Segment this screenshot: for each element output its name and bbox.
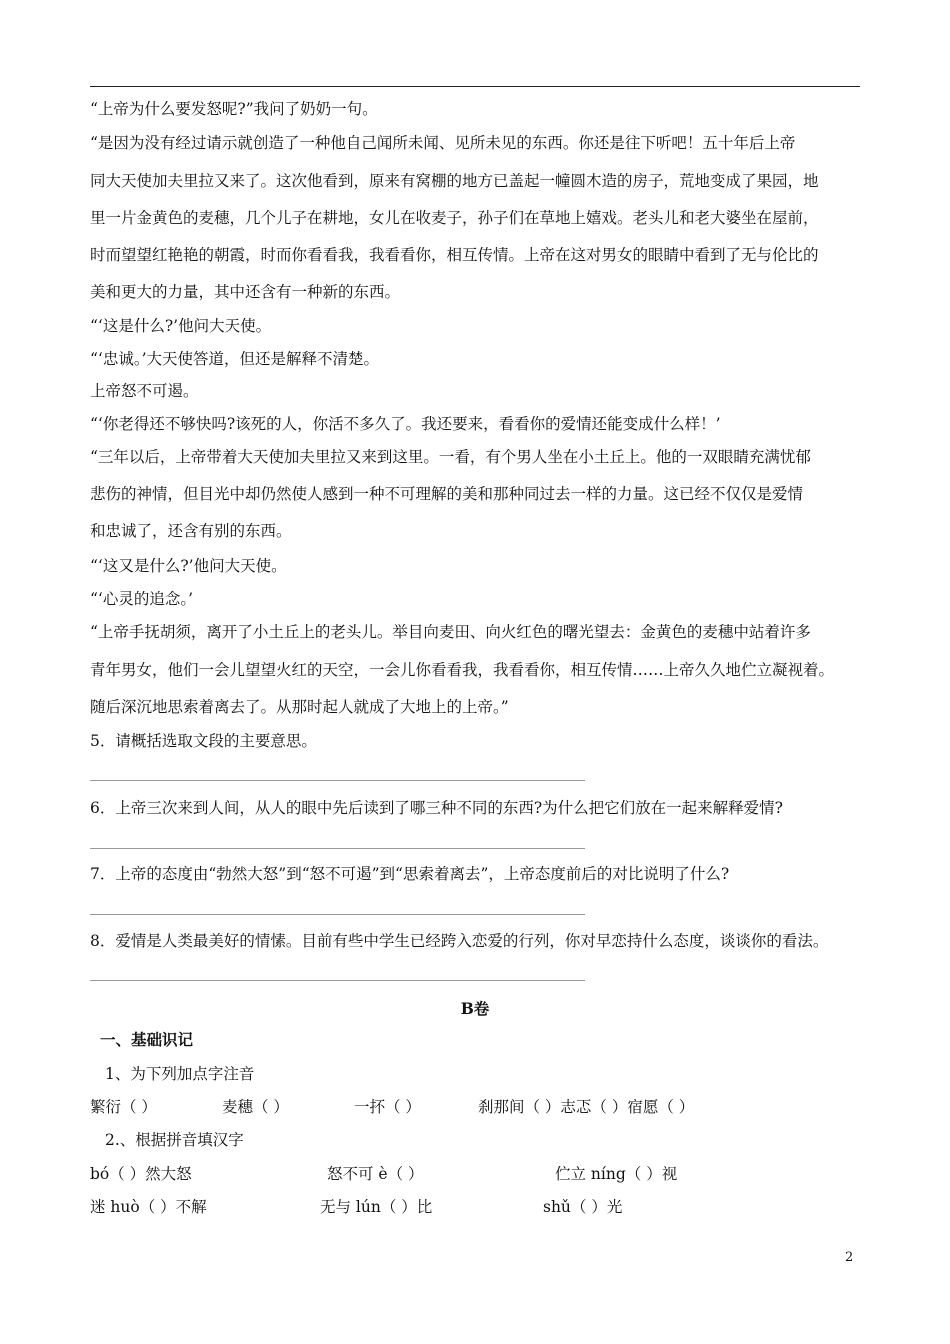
q2-item: 迷 huò（ ）不解 [90, 1198, 207, 1216]
answer-line-6[interactable] [90, 848, 585, 849]
story-line: 同大天使加夫里拉又来了。这次他看到，原来有窝棚的地方已盖起一幢圆木造的房子，荒地变成了果园，地 [90, 172, 819, 190]
story-line: “是因为没有经过请示就创造了一种他自己闻所未闻、见所未见的东西。你还是往下听吧！五十年后上帝 [90, 134, 796, 152]
header-rule [90, 86, 860, 87]
q1-item: 麦穗（ ） [222, 1098, 289, 1116]
story-line: 美和更大的力量，其中还含有一种新的东西。 [90, 283, 401, 301]
q1-prompt: 1、为下列加点字注音 [105, 1065, 255, 1083]
story-line: “‘心灵的追念。’ [90, 590, 194, 608]
story-line: 里一片金黄色的麦穗，几个儿子在耕地，女儿在收麦子，孙子们在草地上嬉戏。老头儿和老大婆坐在屋前， [90, 209, 819, 227]
question-8: 8．爱情是人类最美好的情愫。目前有些中学生已经跨入恋爱的行列，你对早恋持什么态度，谈谈你的看法。 [90, 932, 829, 950]
answer-line-8[interactable] [90, 980, 585, 981]
q2-item: bó（ ）然大怒 [90, 1165, 192, 1183]
story-line: “上帝手抚胡须，离开了小土丘上的老头儿。举目向麦田、向火红色的曙光望去：金黄色的麦穗中站着许多 [90, 623, 811, 641]
question-5: 5．请概括选取文段的主要意思。 [90, 732, 317, 750]
answer-line-5[interactable] [90, 780, 585, 781]
q1-item: 繁衍（ ） [90, 1098, 157, 1116]
q2-item: 无与 lún（ ）比 [320, 1198, 433, 1216]
question-6: 6．上帝三次来到人间，从人的眼中先后读到了哪三种不同的东西?为什么把它们放在一起来解释爱情? [90, 799, 783, 817]
story-line: 和忠诚了，还含有别的东西。 [90, 522, 292, 540]
q2-prompt: 2.、根据拼音填汉字 [105, 1131, 244, 1149]
story-line: 上帝怒不可遏。 [90, 382, 199, 400]
story-line: 青年男女，他们一会儿望望火红的天空，一会儿你看看我，我看看你，相互传情……上帝久久地伫立凝视着。 [90, 661, 835, 679]
page-number: 2 [845, 1250, 854, 1265]
story-line: “‘你老得还不够快吗?该死的人，你活不多久了。我还要来，看看你的爱情还能变成什么样！’ [90, 415, 721, 433]
question-7: 7．上帝的态度由“勃然大怒”到“怒不可遏”到“思索着离去”，上帝态度前后的对比说明了什么? [90, 865, 730, 883]
answer-line-7[interactable] [90, 914, 585, 915]
q1-item: 一抔（ ） [354, 1098, 421, 1116]
story-line: “‘这是什么?’他问大天使。 [90, 317, 272, 335]
q1-item: 刹那间（ ）志忑（ ）宿愿（ ） [478, 1098, 695, 1116]
story-line: 悲伤的神情，但目光中却仍然使人感到一种不可理解的美和那种同过去一样的力量。这已经不仅仅是爱情 [90, 485, 804, 503]
q2-item: shǔ（ ）光 [543, 1198, 623, 1216]
story-line: “‘忠诚。’大天使答道，但还是解释不清楚。 [90, 350, 380, 368]
section-b-title: B卷 [460, 999, 490, 1018]
story-line: “上帝为什么要发怒呢?”我问了奶奶一句。 [90, 100, 378, 118]
part1-heading: 一、基础识记 [100, 1030, 194, 1049]
story-line: “三年以后，上帝带着大天使加夫里拉又来到这里。一看，有个男人坐在小土丘上。他的一双眼睛充满忧郁 [90, 448, 811, 466]
q2-item: 怒不可 è（ ） [327, 1165, 424, 1183]
story-line: “‘这又是什么?’他问大天使。 [90, 557, 287, 575]
story-line: 随后深沉地思索着离去了。从那时起人就成了大地上的上帝。” [90, 698, 509, 716]
q2-item: 伫立 níng（ ）视 [555, 1165, 678, 1183]
story-line: 时而望望红艳艳的朝霞，时而你看看我，我看看你，相互传情。上帝在这对男女的眼睛中看到了无与伦比的 [90, 246, 819, 264]
